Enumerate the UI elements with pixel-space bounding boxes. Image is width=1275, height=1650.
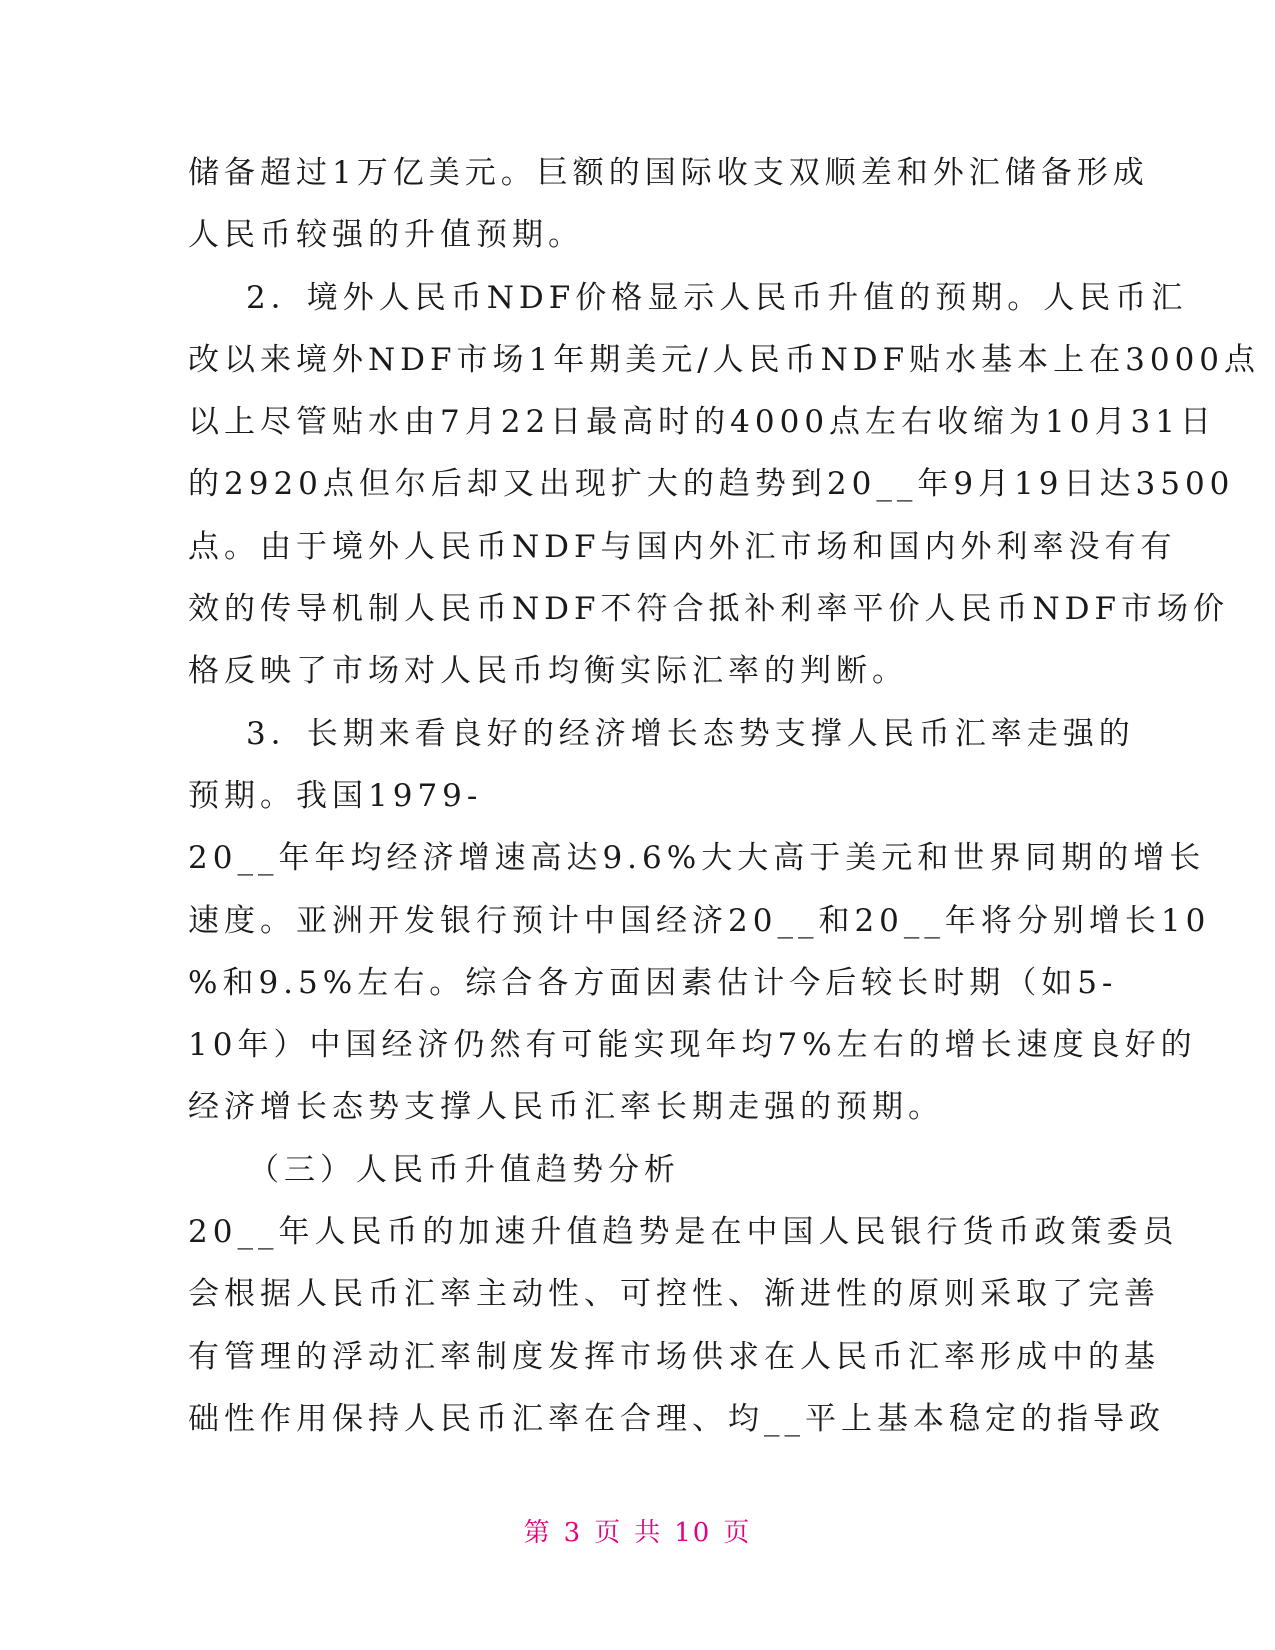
text-line: 础性作用保持人民币汇率在合理、均__平上基本稳定的指导政 [188,1400,1165,1437]
page-footer [0,1512,1275,1549]
text-line: %和9.5%左右。综合各方面因素估计今后较长时期（如5- [188,964,1118,1001]
text-line: 改以来境外NDF市场1年期美元/人民币NDF贴水基本上在3000点 [188,341,1261,378]
footer-prefix: 第 [523,1518,552,1548]
footer-page-word: 页 [594,1518,623,1548]
paragraph-start-2: 2．境外人民币NDF价格显示人民币升值的预期。人民币汇 [246,279,1188,316]
text-line: 有管理的浮动汇率制度发挥市场供求在人民币汇率形成中的基 [188,1338,1160,1375]
document-body [188,142,1261,1450]
text-line: 的2920点但尔后却又出现扩大的趋势到20__年9月19日达3500 [188,466,1235,503]
footer-suffix: 页 [723,1518,752,1548]
text-line: 20__年人民币的加速升值趋势是在中国人民银行货币政策委员 [188,1214,1179,1251]
text-line: 以上尽管贴水由7月22日最高时的4000点左右收缩为10月31日 [188,404,1216,441]
text-line: 格反映了市场对人民币均衡实际汇率的判断。 [188,653,908,690]
text-line: 20__年年均经济增速高达9.6%大大高于美元和世界同期的增长 [188,840,1206,877]
text-line: 预期。我国1979- [188,777,483,814]
text-line: 储备超过1万亿美元。巨额的国际收支双顺差和外汇储备形成 [188,155,1149,191]
text-line: 会根据人民币汇率主动性、可控性、渐进性的原则采取了完善 [188,1276,1160,1313]
footer-total-word: 共 [634,1518,663,1548]
text-line: 速度。亚洲开发银行预计中国经济20__和20__年将分别增长10 [188,902,1211,939]
footer-total-pages: 10 [674,1518,712,1548]
text-line: 点。由于境外人民币NDF与国内外汇市场和国内外利率没有有 [188,528,1177,565]
text-line: 人民币较强的升值预期。 [188,217,584,254]
text-line: 效的传导机制人民币NDF不符合抵补利率平价人民币NDF市场价 [188,591,1229,628]
footer-current-page: 3 [563,1518,583,1548]
text-line: 经济增长态势支撑人民币汇率长期走强的预期。 [188,1089,944,1126]
paragraph-start-3: 3．长期来看良好的经济增长态势支撑人民币汇率走强的 [246,715,1135,752]
section-heading: （三）人民币升值趋势分析 [248,1151,680,1188]
text-line: 10年）中国经济仍然有可能实现年均7%左右的增长速度良好的 [188,1027,1197,1064]
